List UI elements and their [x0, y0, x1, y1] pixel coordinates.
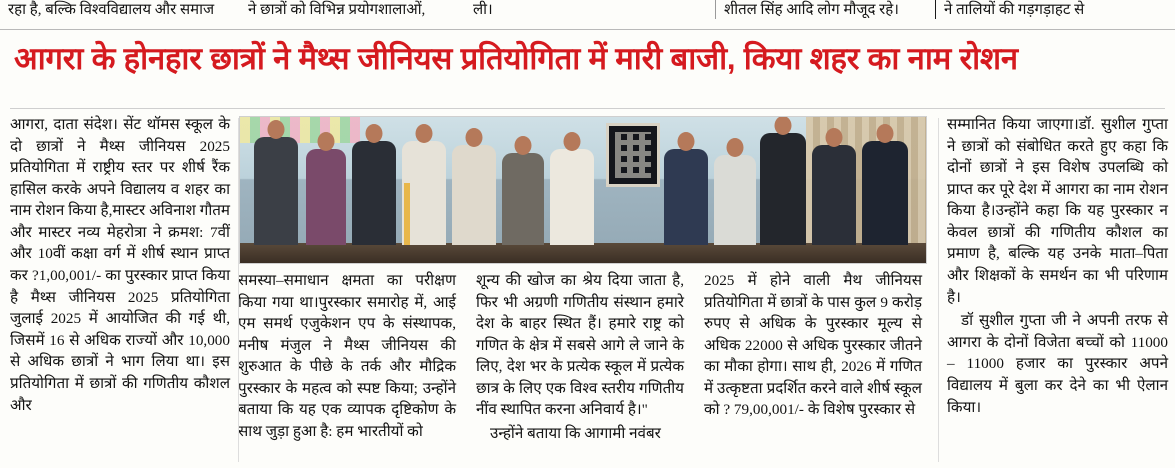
body-paragraph: आगरा, दाता संदेश। सेंट थॉमस स्कूल के दो छात्रों ने मैथ्स जीनियस 2025 प्रतियोगिता में राष्ट्रीय स्तर पर शीर्ष रैंक हासिल करके अपने विद्यालय व शहर का नाम रोशन किया है,मास्टर अविनाश गौतम और मास्टर नव्य मेहरोत्रा ने क्रमश: 7वीं और 10वीं कक्षा वर्ग में शीर्ष स्थान प्राप्त कर ?1,00,001/- का पुरस्कार प्राप्त किया है मैथ्स जीनियस 2025 प्रतियोगिता जुलाई 2025 में आयोजित की गई थी, जिसमें 16 से अधिक राज्यों और 10,000 से अधिक छात्रों ने भाग लिया था। इस प्रतियोगिता में छात्रों की गणितीय कौशल और — [10, 116, 230, 414]
body-columns-middle — [238, 114, 938, 464]
photo-person-head — [416, 124, 433, 143]
photo-person-head — [466, 128, 483, 147]
photo-person-head — [564, 132, 581, 151]
previous-article-strip — [0, 0, 1175, 30]
top-strip-col-3: ली। — [473, 2, 493, 18]
top-strip-col-5: ने तालियों की गड़गड़ाहट से — [935, 0, 1175, 19]
column-separator — [238, 118, 239, 462]
photo-person — [254, 137, 298, 245]
article-body — [10, 114, 1168, 464]
body-column-1 — [10, 114, 238, 464]
photo-person-head — [826, 128, 843, 147]
body-column-2 — [238, 270, 466, 447]
photo-person — [352, 141, 396, 245]
photo-person — [452, 145, 496, 245]
body-column-5 — [938, 114, 1168, 464]
body-paragraph: उन्होंने बताया कि आगामी नवंबर — [490, 425, 661, 443]
photo-noticeboard — [606, 123, 660, 187]
body-column-4 — [694, 270, 922, 447]
body-paragraph: शून्य की खोज का श्रेय दिया जाता है, फिर भी अग्रणी गणितीय संस्थान हमारे देश के बाहर स्थित हैं। हमारे राष्ट्र को गणित के क्षेत्र में सबसे आगे ले जाने के लिए, देश भर के प्रत्येक स्कूल में प्रत्येक छात्र के लिए एक विश्व स्तरीय गणितीय नींव स्थापित करना अनिवार्य है।" — [476, 272, 684, 419]
body-paragraph: सम्मानित किया जाएगा।डॉ. सुशील गुप्ता ने छात्रों को संबोधित करते हुए कहा कि दोनों छात्रों ने इस विशेष उपलब्धि को प्राप्त कर पूरे देश में आगरा का नाम रोशन किया है।उन्होंने कहा कि यह पुरस्कार न केवल छात्रों की गणितीय कौशल का प्रमाण है, बल्कि यह उनके माता–पिता और शिक्षकों के समर्थन का भी परिणाम है। — [947, 116, 1168, 306]
photo-person-head — [318, 132, 335, 151]
group-photo — [239, 116, 927, 264]
top-strip-col-4: शीतल सिंह आदि लोग मौजूद रहे। — [715, 0, 935, 19]
top-strip-col-1: रहा है, बल्कि विश्वविद्यालय और समाज — [8, 2, 215, 18]
photo-person-head — [678, 132, 695, 151]
photo-person-head — [515, 136, 532, 155]
photo-person-sash — [404, 183, 410, 245]
horizontal-rule-headline — [10, 108, 1165, 109]
body-paragraph: डॉ सुशील गुप्ता जी ने अपनी तरफ से आगरा के दोनों विजेता बच्चों को 11000 – 11000 हजार का पुरस्कार अपने विद्यालय में बुला कर देने का भी ऐलान किया। — [947, 312, 1168, 416]
photo-person-head — [268, 120, 285, 139]
body-column-3 — [466, 270, 694, 447]
photo-person — [550, 149, 594, 245]
article-headline: आगरा के होनहार छात्रों ने मैथ्स जीनियस प्रतियोगिता में मारी बाजी, किया शहर का नाम रोशन — [14, 41, 1018, 76]
photo-person — [664, 149, 708, 245]
photo-person — [862, 141, 908, 245]
top-strip-col-2: ने छात्रों को विभिन्न प्रयोगशालाओं, — [248, 2, 426, 18]
photo-person — [402, 141, 446, 245]
photo-person — [812, 145, 856, 245]
photo-person — [714, 155, 756, 245]
body-paragraph: 2025 में होने वाली मैथ जीनियस प्रतियोगिता में छात्रों के पास कुल 9 करोड़ रुपए से अधिक के पुरस्कार मूल्य से अधिक 22000 से अधिक पुरस्कार जीतने का मौका होगा। साथ ही, 2026 में गणित में उत्कृष्टता प्रदर्शित करने वाले शीर्ष स्कूल को ? 79,00,001/- के विशेष पुरस्कार से — [704, 272, 922, 419]
photo-person-head — [775, 116, 792, 135]
photo-person-head — [877, 124, 894, 143]
column-separator — [938, 118, 939, 462]
photo-person-head — [366, 124, 383, 143]
photo-stage-edge — [240, 243, 926, 263]
photo-person — [760, 133, 806, 245]
photo-person-head — [727, 138, 744, 157]
horizontal-rule-top — [0, 29, 1175, 30]
body-paragraph: समस्या–समाधान क्षमता का परीक्षण किया गया था।पुरस्कार समारोह में, आई एम समर्थ एजुकेशन एप के संस्थापक, मनीष मंजुल ने मैथ्स जीनियस की शुरुआत के पीछे के तर्क और मौद्रिक पुरस्कार के महत्व को स्पष्ट किया; उन्होंने बताया कि यह एक व्यापक दृष्टिकोण के साथ जुड़ा हुआ है: हम भारतीयों को — [238, 272, 456, 441]
photo-person — [502, 153, 544, 245]
photo-person — [306, 149, 346, 245]
